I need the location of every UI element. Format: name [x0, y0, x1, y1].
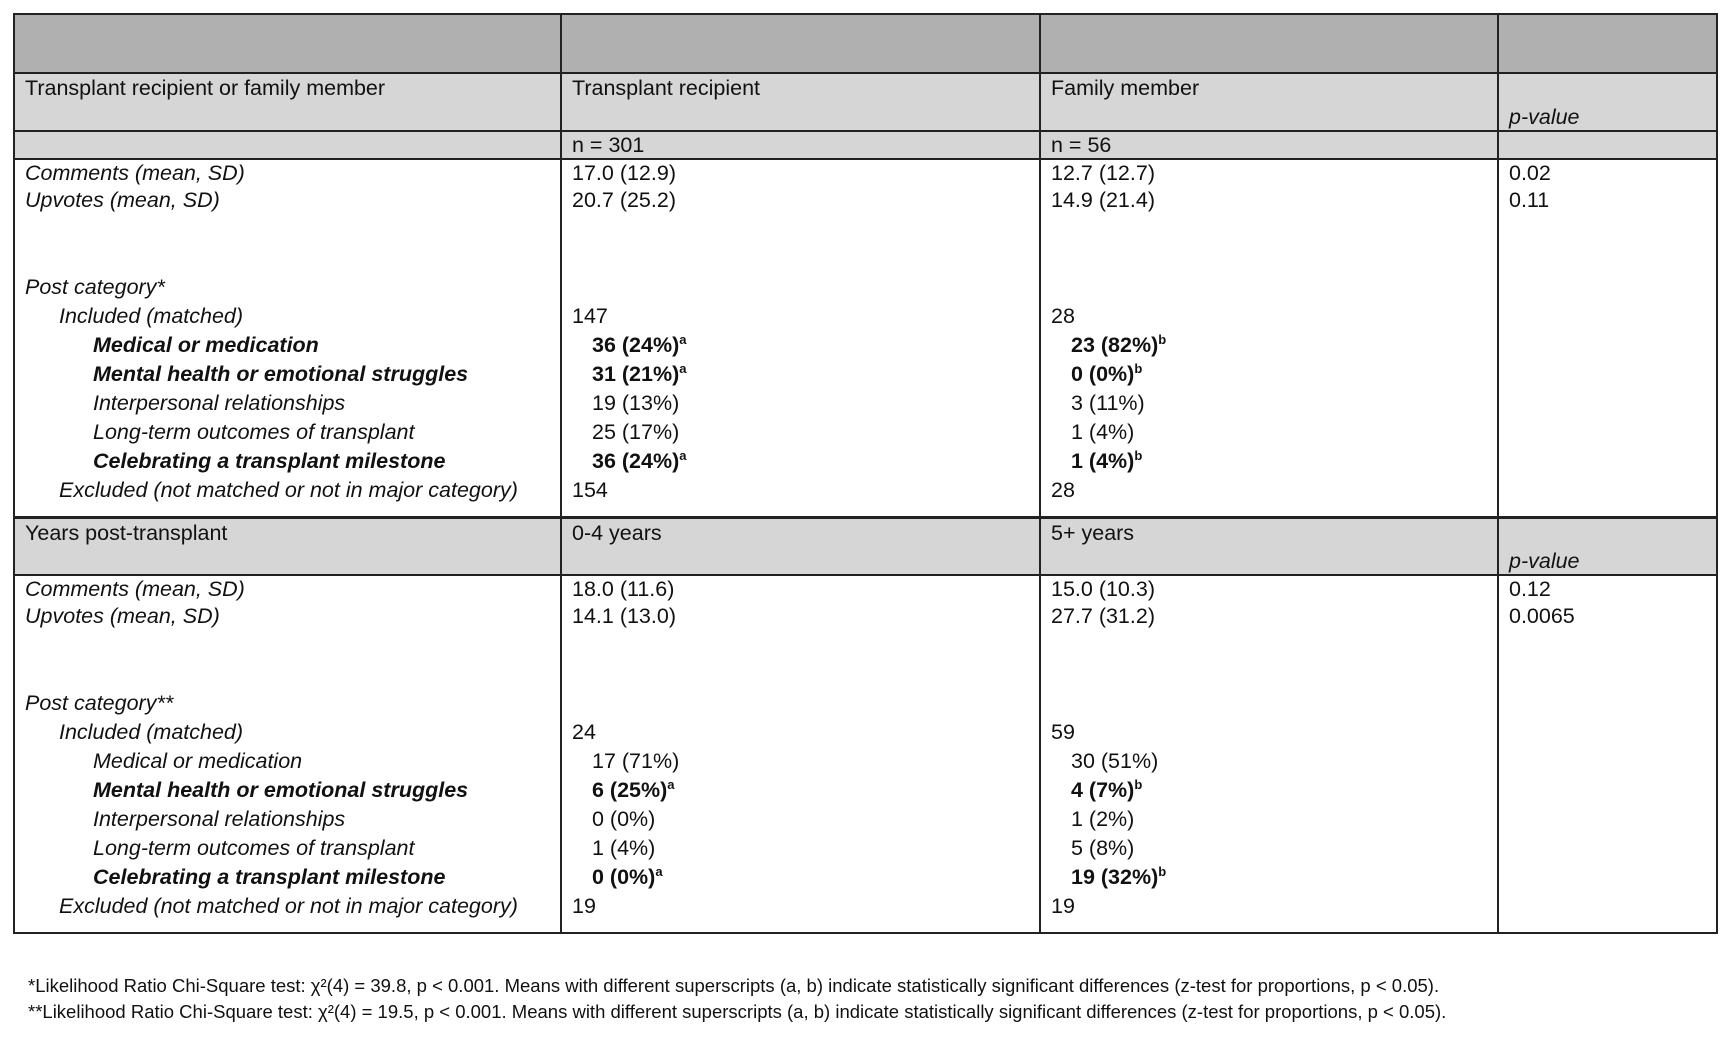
significance-superscript: b [1158, 864, 1167, 879]
footnote-2: **Likelihood Ratio Chi-Square test: χ²(4) = 19.5, p < 0.001. Means with different superscripts (a, b) indicate statistically significant differences (z-test for proportions, p < 0.05). [28, 1001, 1447, 1022]
section1-comments-row [14, 159, 1717, 186]
cell-value-text: 0 (0%) [1071, 362, 1135, 386]
section2-header-col-b: 5+ years [1040, 518, 1498, 576]
cell-value [561, 863, 1040, 892]
row-label: Excluded (not matched or not in major category) [14, 892, 561, 933]
cell-value: 14.9 (21.4) [1040, 186, 1498, 215]
cell-value: 154 [561, 476, 1040, 518]
results-table [13, 13, 1718, 934]
section1-included-row [14, 302, 1717, 331]
cell-value-text: 4 (7%) [1071, 778, 1135, 802]
cell-value-text: 1 (4%) [592, 836, 656, 860]
cell-value-text: 0 (0%) [592, 865, 656, 889]
row-label: Comments (mean, SD) [14, 575, 561, 602]
row-label: Long-term outcomes of transplant [14, 418, 561, 447]
empty-cell [1498, 834, 1717, 863]
section1-header-row [14, 73, 1717, 131]
section2-post-category-row [14, 689, 1717, 718]
section1-post-category-row [14, 273, 1717, 302]
cell-value [1040, 360, 1498, 389]
row-label: Included (matched) [14, 302, 561, 331]
cell-value: 24 [561, 718, 1040, 747]
section1-excluded-row [14, 476, 1717, 518]
cell-value-text: 17 (71%) [592, 749, 680, 773]
cell-value-text: 25 (17%) [592, 420, 680, 444]
cell-value-text: 3 (11%) [1071, 391, 1145, 415]
cell-value: 12.7 (12.7) [1040, 159, 1498, 186]
section2-header-label: Years post-transplant [14, 518, 561, 576]
cell-value [561, 447, 1040, 476]
cell-value-text: 1 (4%) [1071, 420, 1135, 444]
cell-value [1040, 331, 1498, 360]
row-label: Post category** [14, 689, 561, 718]
row-label: Long-term outcomes of transplant [14, 834, 561, 863]
significance-superscript: b [1134, 361, 1143, 376]
cell-value-text: 36 (24%) [592, 333, 680, 357]
cell-value [561, 389, 1040, 418]
cell-value-text: 5 (8%) [1071, 836, 1135, 860]
section1-header-col-a: Transplant recipient [561, 73, 1040, 131]
row-label: Celebrating a transplant milestone [14, 863, 561, 892]
cell-value: 20.7 (25.2) [561, 186, 1040, 215]
footnote-1: *Likelihood Ratio Chi-Square test: χ²(4) = 39.8, p < 0.001. Means with different superscripts (a, b) indicate statistically significant differences (z-test for proportions, p < 0.05). [28, 975, 1440, 996]
cell-value-text: 19 (32%) [1071, 865, 1159, 889]
section2-category-row [14, 805, 1717, 834]
cell-value [1040, 418, 1498, 447]
section1-category-row [14, 389, 1717, 418]
row-label: Comments (mean, SD) [14, 159, 561, 186]
section1-n-b: n = 56 [1040, 131, 1498, 159]
empty-cell [1498, 418, 1717, 447]
cell-value [1040, 747, 1498, 776]
cell-value: 18.0 (11.6) [561, 575, 1040, 602]
row-label: Medical or medication [14, 747, 561, 776]
section1-category-row [14, 331, 1717, 360]
cell-value [1040, 776, 1498, 805]
cell-value [1040, 834, 1498, 863]
section1-n-row [14, 131, 1717, 159]
table-top-bar [14, 14, 1717, 73]
cell-value [1040, 805, 1498, 834]
cell-value: 28 [1040, 476, 1498, 518]
section1-n-a: n = 301 [561, 131, 1040, 159]
spacer-row [14, 631, 1717, 689]
cell-value-text: 6 (25%) [592, 778, 668, 802]
cell-value [1040, 863, 1498, 892]
cell-value-text: 1 (2%) [1071, 807, 1135, 831]
empty-cell [1498, 805, 1717, 834]
cell-value: 19 [1040, 892, 1498, 933]
empty-cell [1498, 331, 1717, 360]
significance-superscript: b [1134, 448, 1143, 463]
cell-value [1040, 389, 1498, 418]
section2-upvotes-row [14, 602, 1717, 631]
empty-cell [1498, 863, 1717, 892]
significance-superscript: b [1158, 332, 1167, 347]
row-label: Medical or medication [14, 331, 561, 360]
section1-category-row [14, 418, 1717, 447]
empty-cell [1498, 747, 1717, 776]
section1-header-col-b: Family member [1040, 73, 1498, 131]
cell-value [561, 360, 1040, 389]
cell-value [561, 418, 1040, 447]
row-label: Upvotes (mean, SD) [14, 602, 561, 631]
section2-header-row [14, 518, 1717, 576]
cell-value: 15.0 (10.3) [1040, 575, 1498, 602]
cell-value [561, 805, 1040, 834]
section1-upvotes-row [14, 186, 1717, 215]
cell-value-text: 19 (13%) [592, 391, 680, 415]
section2-comments-row [14, 575, 1717, 602]
cell-value: 14.1 (13.0) [561, 602, 1040, 631]
significance-superscript: a [667, 777, 675, 792]
cell-value-text: 0 (0%) [592, 807, 656, 831]
row-label: Upvotes (mean, SD) [14, 186, 561, 215]
row-label: Interpersonal relationships [14, 389, 561, 418]
cell-value [561, 776, 1040, 805]
section1-header-label: Transplant recipient or family member [14, 73, 561, 131]
section1-category-row [14, 447, 1717, 476]
cell-pvalue: 0.12 [1498, 575, 1717, 602]
section2-category-row [14, 776, 1717, 805]
cell-value: 19 [561, 892, 1040, 933]
cell-value: 59 [1040, 718, 1498, 747]
row-label: Interpersonal relationships [14, 805, 561, 834]
cell-value: 147 [561, 302, 1040, 331]
cell-pvalue: 0.0065 [1498, 602, 1717, 631]
cell-value [561, 331, 1040, 360]
section2-category-row [14, 747, 1717, 776]
cell-value-text: 31 (21%) [592, 362, 680, 386]
significance-superscript: a [679, 361, 687, 376]
cell-value-text: 30 (51%) [1071, 749, 1159, 773]
empty-cell [1498, 360, 1717, 389]
cell-pvalue: 0.02 [1498, 159, 1717, 186]
spacer-row [14, 215, 1717, 273]
cell-value: 17.0 (12.9) [561, 159, 1040, 186]
empty-cell [1498, 776, 1717, 805]
row-label: Included (matched) [14, 718, 561, 747]
section1-category-row [14, 360, 1717, 389]
significance-superscript: a [679, 448, 687, 463]
section2-header-col-a: 0-4 years [561, 518, 1040, 576]
significance-superscript: b [1134, 777, 1143, 792]
row-label: Mental health or emotional struggles [14, 360, 561, 389]
row-label: Post category* [14, 273, 561, 302]
significance-superscript: a [679, 332, 687, 347]
section1-header-pvalue: p-value [1498, 73, 1717, 131]
cell-value [561, 747, 1040, 776]
cell-value [1040, 447, 1498, 476]
cell-value-text: 23 (82%) [1071, 333, 1159, 357]
cell-value [561, 834, 1040, 863]
row-label: Excluded (not matched or not in major category) [14, 476, 561, 518]
section2-category-row [14, 863, 1717, 892]
row-label: Celebrating a transplant milestone [14, 447, 561, 476]
section2-category-row [14, 834, 1717, 863]
cell-value-text: 36 (24%) [592, 449, 680, 473]
cell-value: 28 [1040, 302, 1498, 331]
cell-value-text: 1 (4%) [1071, 449, 1135, 473]
row-label: Mental health or emotional struggles [14, 776, 561, 805]
empty-cell [1498, 447, 1717, 476]
section2-header-pvalue: p-value [1498, 518, 1717, 576]
empty-cell [1498, 389, 1717, 418]
section2-excluded-row [14, 892, 1717, 933]
significance-superscript: a [655, 864, 663, 879]
cell-pvalue: 0.11 [1498, 186, 1717, 215]
section2-included-row [14, 718, 1717, 747]
cell-value: 27.7 (31.2) [1040, 602, 1498, 631]
